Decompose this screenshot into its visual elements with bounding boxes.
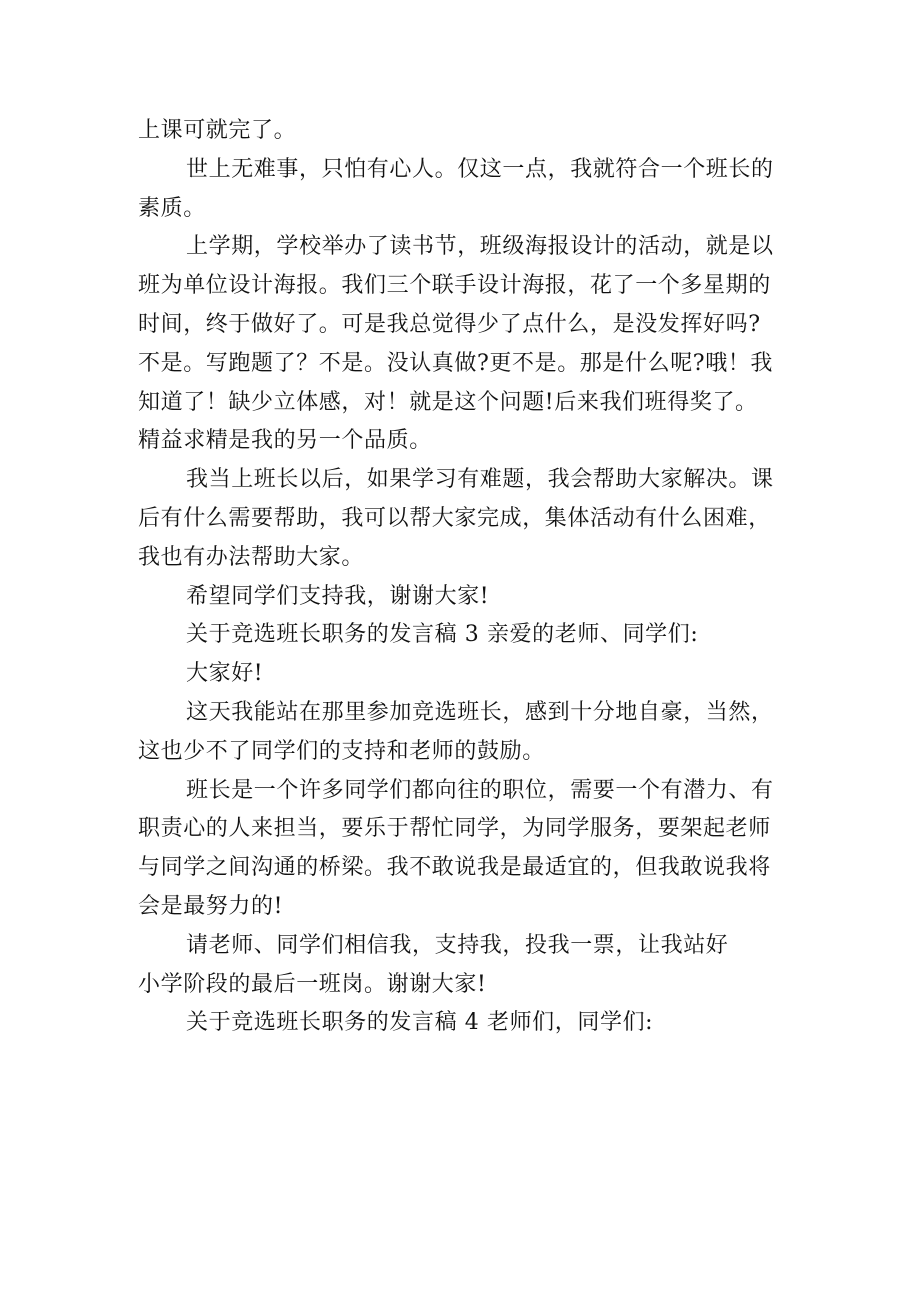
text-line: 素质。	[138, 195, 206, 221]
text-line: 会是最努力的!	[138, 893, 284, 919]
text-line: 我当上班长以后，如果学习有难题，我会帮助大家解决。课	[186, 467, 774, 493]
text-line: 时间，终于做好了。可是我总觉得少了点什么，是没发挥好吗?	[138, 311, 761, 337]
text-line: 班为单位设计海报。我们三个联手设计海报，花了一个多星期的	[138, 273, 771, 299]
document-body	[138, 112, 798, 1043]
heading-line: 关于竞选班长职务的发言稿 4 老师们，同学们:	[186, 1010, 654, 1036]
text-line: 职责心的人来担当，要乐于帮忙同学，为同学服务，要架起老师	[138, 816, 771, 842]
text-line: 精益求精是我的另一个品质。	[138, 428, 432, 454]
text-line: 大家好!	[186, 661, 264, 687]
text-line: 与同学之间沟通的桥梁。我不敢说我是最适宜的，但我敢说我将	[138, 855, 771, 881]
text-line: 这天我能站在那里参加竞选班长，感到十分地自豪，当然，	[186, 699, 774, 725]
text-line: 小学阶段的最后一班岗。谢谢大家!	[138, 971, 487, 997]
text-line: 希望同学们支持我，谢谢大家!	[186, 583, 490, 609]
text-line: 知道了！缺少立体感，对！就是这个问题!后来我们班得奖了。	[138, 389, 758, 415]
text-line: 班长是一个许多同学们都向往的职位，需要一个有潜力、有	[186, 777, 774, 803]
text-line: 不是。写跑题了？不是。没认真做?更不是。那是什么呢?哦！我	[138, 350, 773, 376]
text-line: 上课可就完了。	[138, 118, 297, 143]
text-line: 上学期，学校举办了读书节，班级海报设计的活动，就是以	[186, 234, 774, 260]
text-line: 我也有办法帮助大家。	[138, 544, 365, 570]
text-line: 这也少不了同学们的支持和老师的鼓励。	[138, 738, 545, 764]
heading-line: 关于竞选班长职务的发言稿 3 亲爱的老师、同学们:	[186, 622, 699, 648]
text-line: 世上无难事，只怕有心人。仅这一点，我就符合一个班长的	[186, 156, 774, 182]
text-line: 请老师、同学们相信我，支持我，投我一票，让我站好	[186, 932, 729, 958]
text-line: 后有什么需要帮助，我可以帮大家完成，集体活动有什么困难，	[138, 505, 771, 531]
